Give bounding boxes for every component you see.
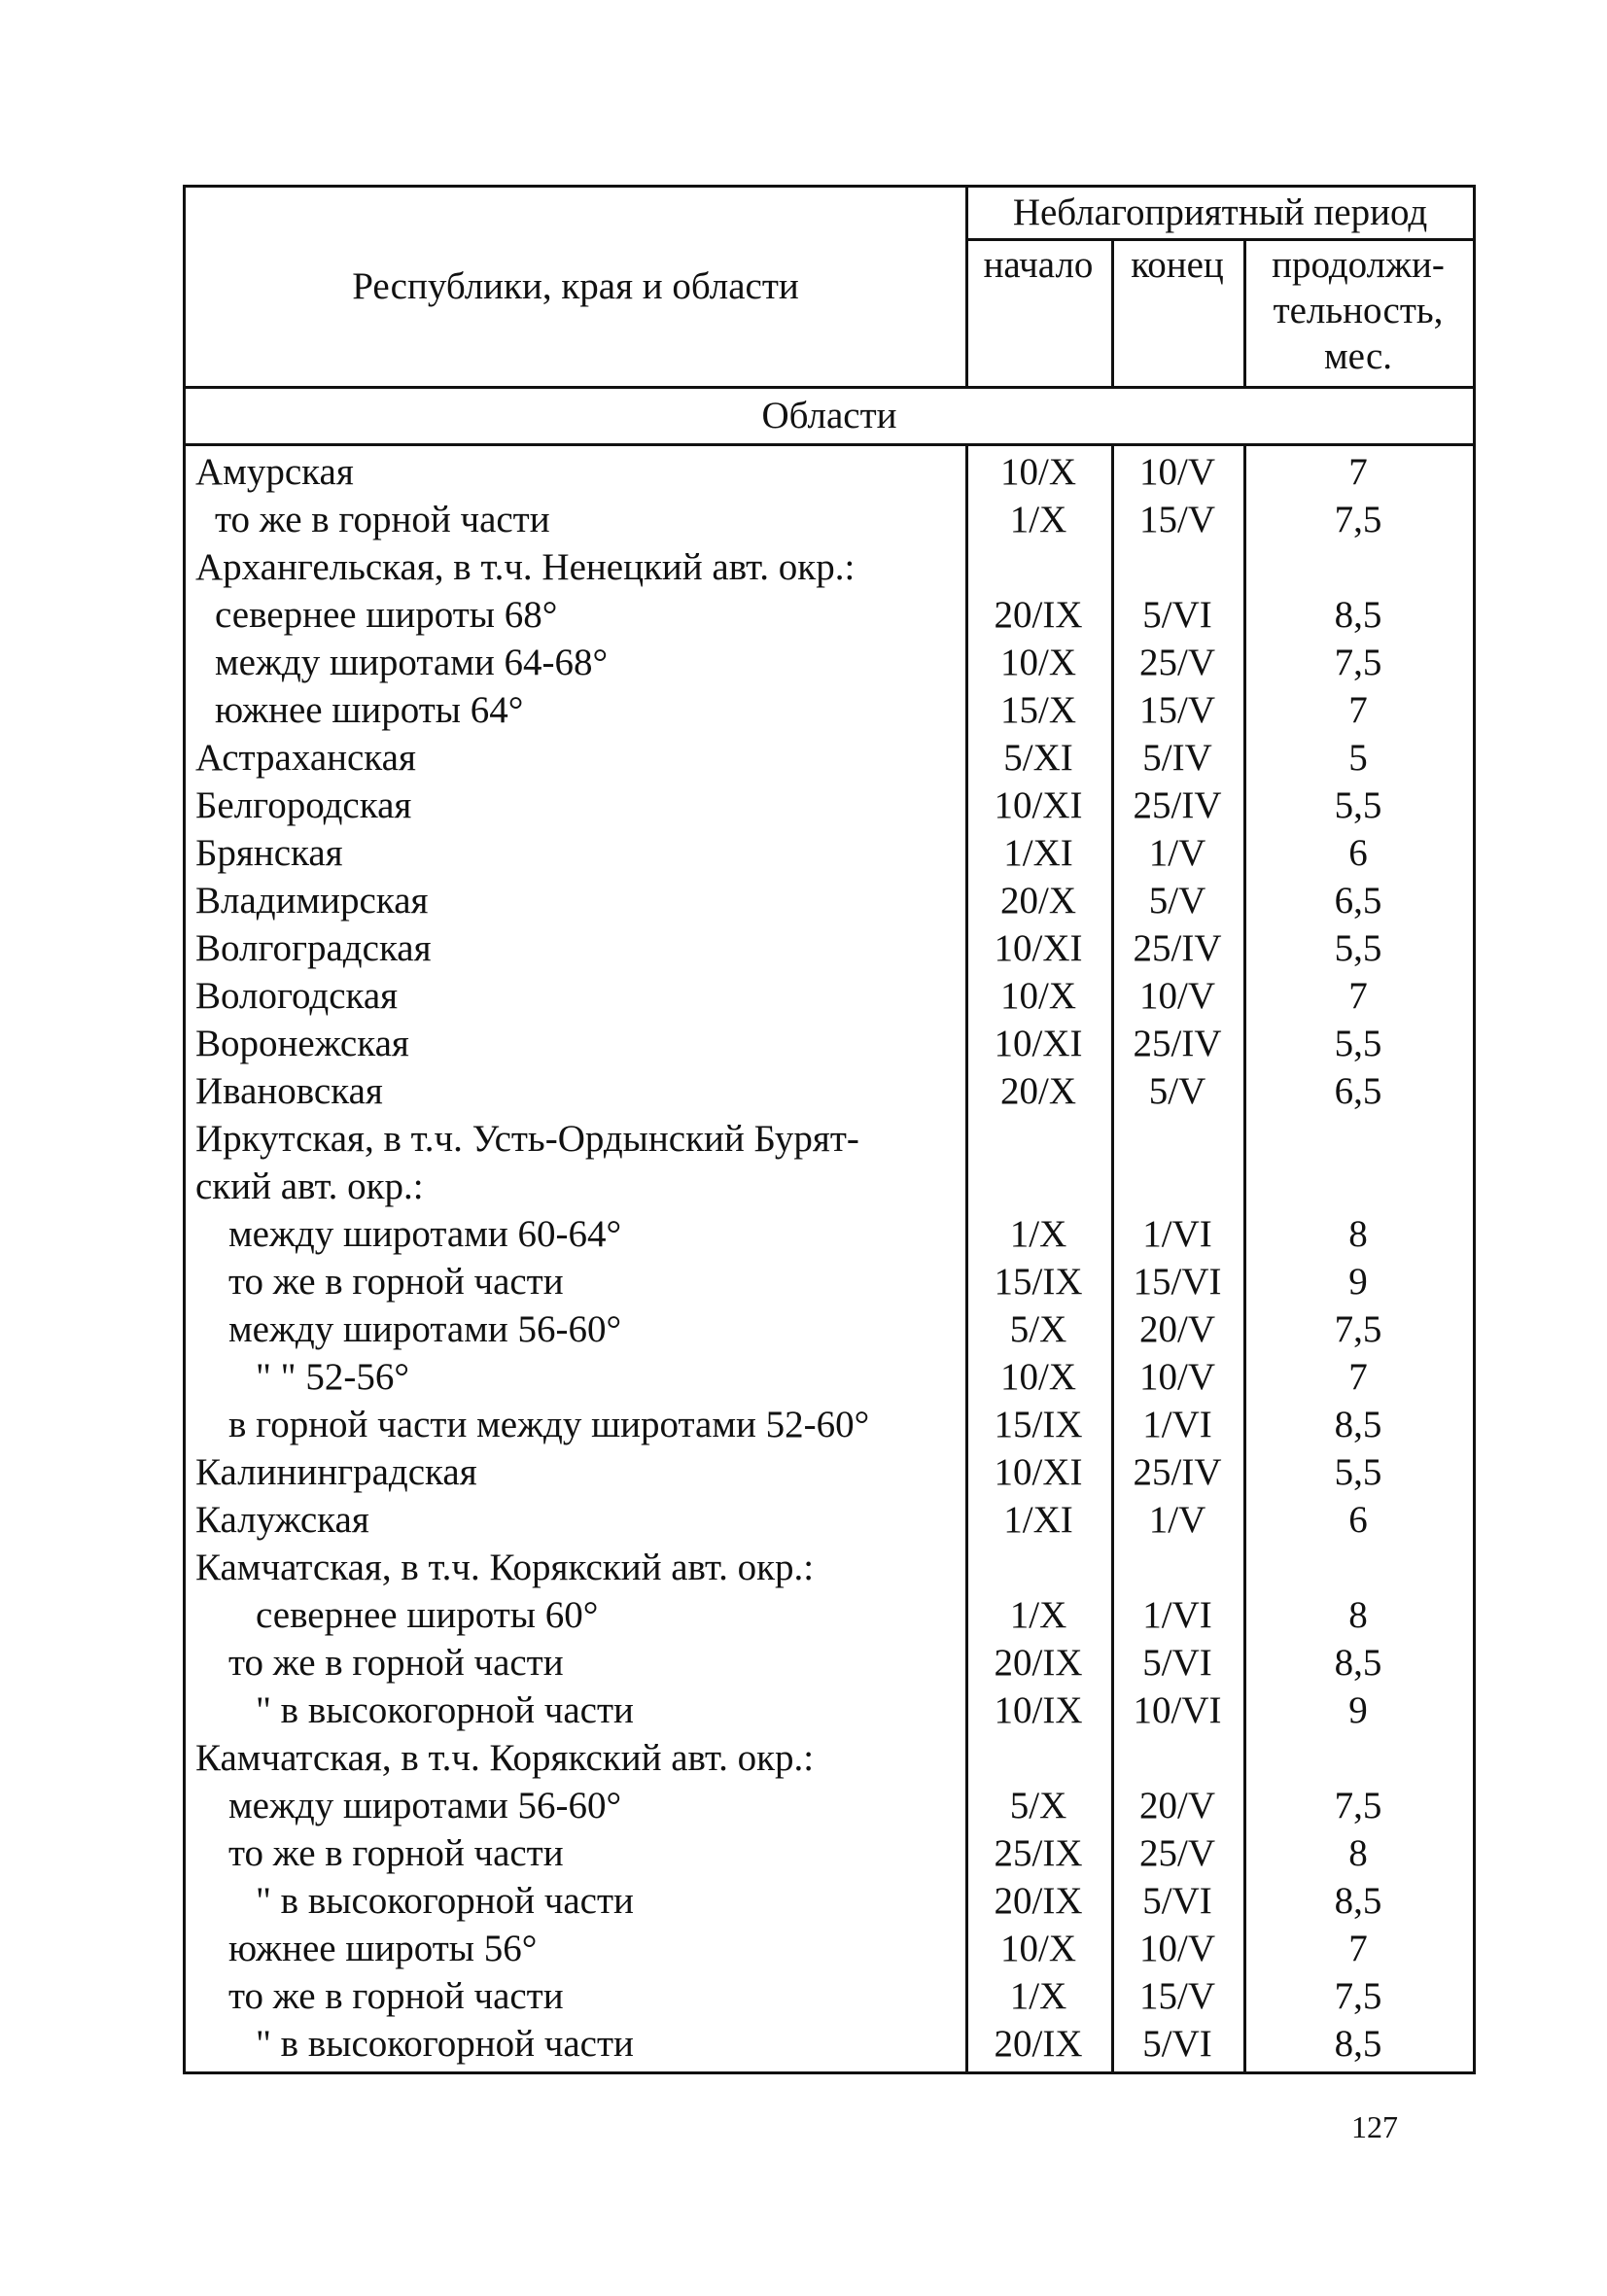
table-row xyxy=(186,1258,1473,1305)
row-name: Амурская xyxy=(195,451,354,493)
row-start: 10/XI xyxy=(994,927,1083,969)
row-duration: 9 xyxy=(1348,1261,1368,1303)
table-row xyxy=(186,1115,1473,1163)
row-name: Ивановская xyxy=(195,1070,383,1112)
table-row xyxy=(186,782,1473,829)
page-number: 127 xyxy=(1351,2109,1398,2144)
row-duration: 6 xyxy=(1348,1499,1368,1541)
table-row xyxy=(186,1829,1473,1877)
row-duration: 8 xyxy=(1348,1832,1368,1874)
table-row xyxy=(186,1401,1473,1448)
header-divider xyxy=(965,238,1473,241)
table-row xyxy=(186,2020,1473,2068)
header-duration-line2: тельность, xyxy=(1273,290,1444,331)
table-row xyxy=(186,1734,1473,1782)
row-start: 20/IX xyxy=(994,594,1083,636)
row-end: 1/V xyxy=(1148,832,1206,874)
row-duration: 7,5 xyxy=(1334,1785,1382,1826)
row-duration: 8 xyxy=(1348,1213,1368,1255)
row-start: 20/IX xyxy=(994,1880,1083,1922)
table-row xyxy=(186,591,1473,639)
row-name: между широтами 64-68° xyxy=(215,642,609,683)
row-name: то же в горной части xyxy=(228,1642,564,1684)
row-name: Волгоградская xyxy=(195,927,432,969)
row-end: 15/V xyxy=(1139,499,1215,540)
table-row xyxy=(186,1210,1473,1258)
row-name: Брянская xyxy=(195,832,343,874)
row-start: 25/IX xyxy=(994,1832,1083,1874)
row-start: 10/XI xyxy=(994,1451,1083,1493)
row-end: 15/VI xyxy=(1133,1261,1222,1303)
row-end: 5/VI xyxy=(1142,1880,1212,1922)
row-name: то же в горной части xyxy=(228,1975,564,2017)
row-start: 10/X xyxy=(1000,1356,1076,1398)
table-row xyxy=(186,1020,1473,1067)
row-name: Владимирская xyxy=(195,880,429,922)
row-duration: 7,5 xyxy=(1334,642,1382,683)
row-duration: 7 xyxy=(1348,451,1368,493)
header-start: начало xyxy=(983,244,1094,286)
row-name: Вологодская xyxy=(195,975,399,1017)
row-duration: 8,5 xyxy=(1334,1880,1382,1922)
row-end: 20/V xyxy=(1139,1785,1215,1826)
row-duration: 7 xyxy=(1348,1356,1368,1398)
row-duration: 5,5 xyxy=(1334,927,1382,969)
row-name: между широтами 56-60° xyxy=(228,1308,622,1350)
row-end: 20/V xyxy=(1139,1308,1215,1350)
header-duration-line3: мес. xyxy=(1323,335,1393,377)
table-row xyxy=(186,543,1473,591)
row-start: 1/X xyxy=(1009,1213,1067,1255)
section-title: Области xyxy=(186,389,1473,446)
table-row xyxy=(186,1687,1473,1734)
row-duration: 5 xyxy=(1348,737,1368,779)
row-duration: 7 xyxy=(1348,975,1368,1017)
row-start: 10/X xyxy=(1000,451,1076,493)
row-end: 25/V xyxy=(1139,642,1215,683)
row-start: 20/IX xyxy=(994,1642,1083,1684)
row-name: Воронежская xyxy=(195,1023,409,1064)
row-start: 1/X xyxy=(1009,1975,1067,2017)
row-end: 1/VI xyxy=(1142,1404,1212,1445)
row-start: 20/IX xyxy=(994,2023,1083,2065)
row-name: ский авт. окр.: xyxy=(195,1165,424,1207)
table-row xyxy=(186,1782,1473,1829)
row-name: между широтами 60-64° xyxy=(228,1213,622,1255)
row-end: 10/VI xyxy=(1133,1689,1222,1731)
table-row xyxy=(186,639,1473,686)
row-name: севернее широты 68° xyxy=(215,594,558,636)
row-duration: 5,5 xyxy=(1334,784,1382,826)
row-duration: 7 xyxy=(1348,689,1368,731)
row-end: 10/V xyxy=(1139,1928,1215,1969)
row-end: 15/V xyxy=(1139,1975,1215,2017)
row-end: 1/V xyxy=(1148,1499,1206,1541)
row-name: Камчатская, в т.ч. Корякский авт. окр.: xyxy=(195,1737,815,1779)
row-end: 25/IV xyxy=(1133,784,1222,826)
row-name: севернее широты 60° xyxy=(256,1594,599,1636)
row-name: между широтами 56-60° xyxy=(228,1785,622,1826)
header-name: Республики, края и области xyxy=(352,265,799,307)
row-name: то же в горной части xyxy=(228,1261,564,1303)
row-duration: 5,5 xyxy=(1334,1451,1382,1493)
row-start: 1/XI xyxy=(1003,1499,1073,1541)
row-start: 1/XI xyxy=(1003,832,1073,874)
table-row xyxy=(186,448,1473,496)
table-row xyxy=(186,496,1473,543)
header-group: Неблагоприятный период xyxy=(1012,191,1428,233)
row-end: 5/IV xyxy=(1142,737,1212,779)
row-start: 10/X xyxy=(1000,1928,1076,1969)
row-start: 10/X xyxy=(1000,642,1076,683)
row-duration: 7,5 xyxy=(1334,499,1382,540)
row-end: 25/IV xyxy=(1133,1023,1222,1064)
row-duration: 9 xyxy=(1348,1689,1368,1731)
row-duration: 7,5 xyxy=(1334,1975,1382,2017)
row-name: Архангельская, в т.ч. Ненецкий авт. окр.: xyxy=(195,546,856,588)
row-end: 5/V xyxy=(1148,880,1206,922)
table-row xyxy=(186,924,1473,972)
row-end: 25/IV xyxy=(1133,927,1222,969)
header-end: конец xyxy=(1131,244,1224,286)
row-end: 10/V xyxy=(1139,451,1215,493)
table-row xyxy=(186,1353,1473,1401)
table-row xyxy=(186,877,1473,924)
row-start: 10/XI xyxy=(994,784,1083,826)
row-start: 20/X xyxy=(1000,880,1076,922)
table-row xyxy=(186,734,1473,782)
table-row xyxy=(186,829,1473,877)
row-end: 5/VI xyxy=(1142,1642,1212,1684)
row-start: 5/XI xyxy=(1003,737,1073,779)
row-start: 15/IX xyxy=(994,1404,1083,1445)
row-name: Калининградская xyxy=(195,1451,477,1493)
row-name: Калужская xyxy=(195,1499,369,1541)
row-name: " в высокогорной части xyxy=(256,1689,634,1731)
row-name: " " 52-56° xyxy=(256,1356,409,1398)
table-row xyxy=(186,1448,1473,1496)
row-name: Белгородская xyxy=(195,784,412,826)
row-start: 20/X xyxy=(1000,1070,1076,1112)
row-duration: 8,5 xyxy=(1334,1642,1382,1684)
row-name: " в высокогорной части xyxy=(256,1880,634,1922)
row-start: 1/X xyxy=(1009,1594,1067,1636)
table-row xyxy=(186,1496,1473,1544)
data-table xyxy=(183,185,1476,2074)
row-start: 10/IX xyxy=(994,1689,1083,1731)
row-name: то же в горной части xyxy=(215,499,550,540)
row-end: 25/IV xyxy=(1133,1451,1222,1493)
row-name: Астраханская xyxy=(195,737,416,779)
row-duration: 8,5 xyxy=(1334,2023,1382,2065)
table-body xyxy=(186,446,1473,2071)
table-row xyxy=(186,1067,1473,1115)
table-row xyxy=(186,1544,1473,1591)
row-end: 10/V xyxy=(1139,1356,1215,1398)
table-row xyxy=(186,686,1473,734)
row-end: 1/VI xyxy=(1142,1594,1212,1636)
table-row xyxy=(186,1972,1473,2020)
row-duration: 5,5 xyxy=(1334,1023,1382,1064)
row-end: 15/V xyxy=(1139,689,1215,731)
row-start: 5/X xyxy=(1009,1308,1067,1350)
header-duration-line1: продолжи- xyxy=(1272,244,1445,286)
table-row xyxy=(186,1591,1473,1639)
row-duration: 7 xyxy=(1348,1928,1368,1969)
row-duration: 6 xyxy=(1348,832,1368,874)
table-row xyxy=(186,1639,1473,1687)
row-start: 15/IX xyxy=(994,1261,1083,1303)
row-name: южнее широты 64° xyxy=(215,689,524,731)
row-duration: 6,5 xyxy=(1334,880,1382,922)
row-name: Камчатская, в т.ч. Корякский авт. окр.: xyxy=(195,1547,815,1588)
row-start: 15/X xyxy=(1000,689,1076,731)
row-duration: 8 xyxy=(1348,1594,1368,1636)
row-name: Иркутская, в т.ч. Усть-Ордынский Бурят- xyxy=(195,1118,859,1160)
row-end: 10/V xyxy=(1139,975,1215,1017)
row-name: " в высокогорной части xyxy=(256,2023,634,2065)
row-start: 1/X xyxy=(1009,499,1067,540)
row-start: 10/XI xyxy=(994,1023,1083,1064)
row-duration: 8,5 xyxy=(1334,1404,1382,1445)
row-end: 5/VI xyxy=(1142,2023,1212,2065)
table-row xyxy=(186,1163,1473,1210)
row-duration: 6,5 xyxy=(1334,1070,1382,1112)
row-name: то же в горной части xyxy=(228,1832,564,1874)
row-duration: 7,5 xyxy=(1334,1308,1382,1350)
table-row xyxy=(186,972,1473,1020)
row-end: 5/VI xyxy=(1142,594,1212,636)
table-row xyxy=(186,1925,1473,1972)
row-start: 10/X xyxy=(1000,975,1076,1017)
row-end: 25/V xyxy=(1139,1832,1215,1874)
table-header xyxy=(186,188,1473,389)
row-duration: 8,5 xyxy=(1334,594,1382,636)
table-row xyxy=(186,1305,1473,1353)
row-end: 1/VI xyxy=(1142,1213,1212,1255)
row-name: в горной части между широтами 52-60° xyxy=(228,1404,870,1445)
row-name: южнее широты 56° xyxy=(228,1928,538,1969)
row-end: 5/V xyxy=(1148,1070,1206,1112)
row-start: 5/X xyxy=(1009,1785,1067,1826)
table-row xyxy=(186,1877,1473,1925)
